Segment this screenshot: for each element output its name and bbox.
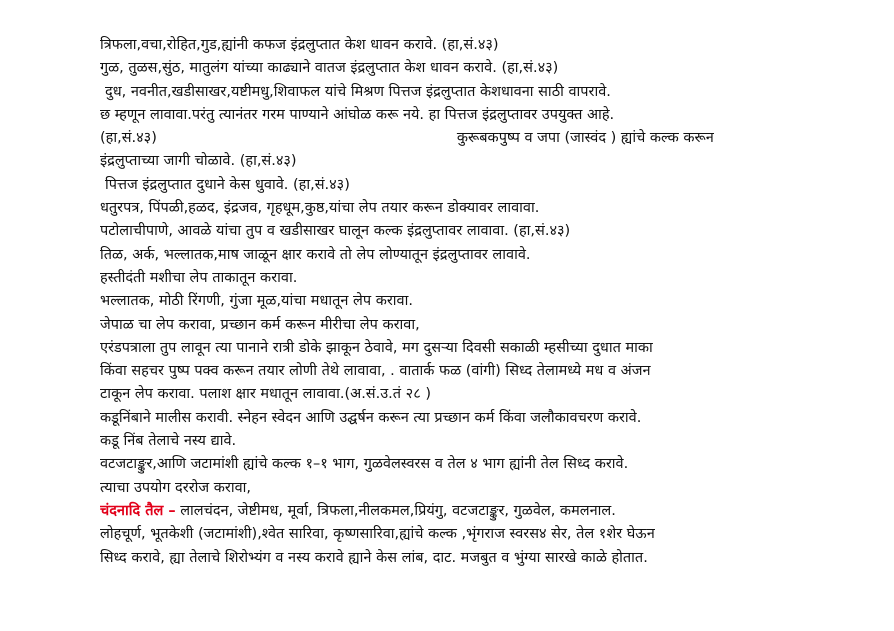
chandanadi-text: लालचंदन, जेष्टीमध, मूर्वा, त्रिफला,नीलकमल,प्रियंगु, वटजटाङ्कुर, गुळवेल, कमलनाल. xyxy=(175,502,616,519)
text-line-20: त्याचा उपयोग दररोज करावा, xyxy=(100,479,251,496)
text-line-6: इंद्रलुप्ताच्या जागी चोळावे. (हा,सं.४३) xyxy=(100,153,297,170)
text-line-17: कडूनिंबाने मालीस करावी. स्नेहन स्वेदन आणि उद्घर्षन करून त्या प्रच्छान कर्म किंवा जलौकावचरण करावे. xyxy=(100,409,642,426)
reference-citation: (हा,सं.४३) xyxy=(100,130,157,147)
text-line-10: तिळ, अर्क, भल्लातक,माष जाळून क्षार करावे तो लेप लोण्यातून इंद्रलुप्तावर लावावे. xyxy=(100,246,531,263)
text-line-2: गुळ, तुळस,सुंठ, मातुलंग यांच्या काढ्याने वातज इंद्रलुप्तात केश धावन करावे. (हा,सं.४३) xyxy=(100,60,559,77)
text-line-12: भल्लातक, मोठी रिंगणी, गुंजा मूळ,यांचा मधातून लेप करावा. xyxy=(100,293,413,310)
text-line-9: पटोलाचीपाणे, आवळे यांचा तुप व खडीसाखर घालून कल्क इंद्रलुप्तावर लावावा. (हा,सं.४३) xyxy=(100,223,571,240)
text-line-1: त्रिफला,वचा,रोहित,गुड,ह्यांनी कफज इंद्रलुप्तात केश धावन करावे. (हा,सं.४३) xyxy=(100,37,499,53)
text-line-11: हस्तीदंती मशीचा लेप ताकातून करावा. xyxy=(100,269,298,286)
text-line-14: एरंडपत्राला तुप लावून त्या पानाने रात्री डोके झाकून ठेवावे, मग दुसऱ्या दिवसी सकाळी म्हसीच्या दुधात माका xyxy=(100,339,653,356)
text-line-7: पित्तज इंद्रलुप्तात दुधाने केस धुवावे. (हा,सं.४३) xyxy=(105,176,350,193)
text-line-18: कडू निंब तेलाचे नस्य द्यावे. xyxy=(100,433,237,450)
text-line-13: जेपाळ चा लेप करावा, प्रच्छान कर्म करून मीरीचा लेप करावा, xyxy=(100,316,420,333)
text-line-8: धतुरपत्र, पिंपळी,हळद, इंद्रजव, गृहधूम,कुष्ठ,यांचा लेप तयार करून डोक्यावर लावावा. xyxy=(100,200,540,217)
text-line-16: टाकून लेप करावा. पलाश क्षार मधातून लावावा.(अ.सं.उ.तं २८ ) xyxy=(100,386,431,403)
chandanadi-line xyxy=(100,500,880,523)
kurubak-text: कुरूबकपुष्प व जपा (जास्वंद ) ह्यांचे कल्क करून xyxy=(456,130,714,147)
text-line-19: वटजटाङ्कुर,आणि जटामांशी ह्यांचे कल्क १–१ भाग, गुळवेलस्वरस व तेल ४ भाग ह्यांनी तेल सिध्द करावे. xyxy=(100,456,629,473)
text-line-15: किंवा सहचर पुष्प पक्व करून तयार लोणी तेथे लावावा, . वातार्क फळ (वांगी) सिध्द तेलामध्ये मध व अंजन xyxy=(100,363,651,380)
text-line-3: दुध, नवनीत,खडीसाखर,यष्टीमधु,शिवाफल यांचे मिश्रण पित्तज इंद्रलुप्तात केशधावना साठी वापरावे. xyxy=(105,83,611,100)
text-line-5 xyxy=(100,127,880,150)
text-line-4: छ म्हणून लावावा.परंतु त्यानंतर गरम पाण्याने आंघोळ करू नये. हा पित्तज इंद्रलुप्तावर उपयुक्त आहे. xyxy=(100,106,615,123)
document-body xyxy=(100,34,880,570)
chandanadi-heading: चंदनादि तैल – xyxy=(100,502,176,519)
text-line-22: लोहचूर्ण, भूतकेशी (जटामांशी),श्वेत सारिवा, कृष्णसारिवा,ह्यांचे कल्क ,भृंगराज स्वरस४ सेर, तेल १शेर घेऊन xyxy=(100,526,655,543)
text-line-23: सिध्द करावे, ह्या तेलाचे शिरोभ्यंग व नस्य करावे ह्याने केस लांब, दाट. मजबुत व भुंग्या सारखे काळे होतात. xyxy=(100,549,648,566)
